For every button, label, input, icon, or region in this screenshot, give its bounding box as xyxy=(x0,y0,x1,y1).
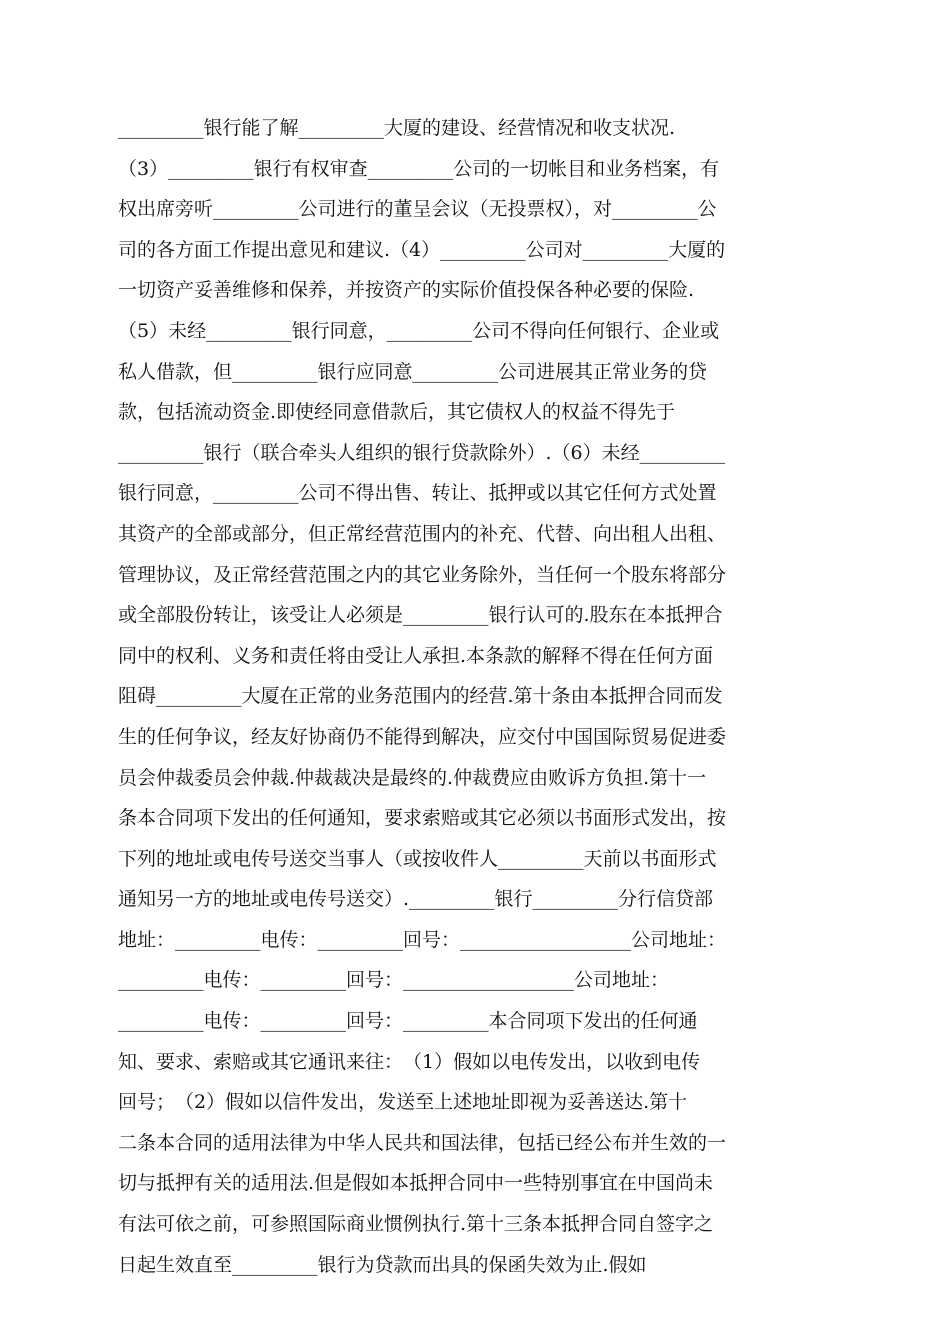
text-line: _________电传：_________回号：_________本合同项下发出的任何通 xyxy=(118,1010,698,1033)
contract-body-text xyxy=(118,108,838,1285)
text-line: 阻碍_________大厦在正常的业务范围内的经营.第十条由本抵押合同而发 xyxy=(118,685,723,708)
text-line: 知、要求、索赔或其它通讯来往： （1）假如以电传发出，以收到电传 xyxy=(118,1050,701,1073)
text-line: _________银行（联合牵头人组织的银行贷款除外）.（6）未经_________ xyxy=(118,441,726,464)
text-line: 地址：_________电传：_________回号：__________________公司地址： xyxy=(118,928,727,951)
text-line: 有法可依之前，可参照国际商业惯例执行.第十三条本抵押合同自签字之 xyxy=(118,1213,714,1236)
text-line: 银行同意，_________公司不得出售、转让、抵押或以其它任何方式处置 xyxy=(118,482,717,505)
text-line: 管理协议，及正常经营范围之内的其它业务除外，当任何一个股东将部分 xyxy=(118,563,727,586)
text-line: 权出席旁听_________公司进行的董呈会议（无投票权），对_________公 xyxy=(118,198,717,221)
text-line: 条本合同项下发出的任何通知，要求索赔或其它必须以书面形式发出，按 xyxy=(118,807,727,830)
text-line: 一切资产妥善维修和保养，并按资产的实际价值投保各种必要的保险. xyxy=(118,279,695,302)
text-line: _________银行能了解_________大厦的建设、经营情况和收支状况. xyxy=(118,117,676,139)
text-line: 下列的地址或电传号送交当事人（或按收件人_________天前以书面形式 xyxy=(118,847,717,870)
text-line: 切与抵押有关的适用法.但是假如本抵押合同中一些特别事宜在中国尚未 xyxy=(118,1172,714,1195)
text-line: 日起生效直至_________银行为贷款而出具的保函失效为止.假如 xyxy=(118,1253,647,1276)
text-line: 款，包括流动资金.即使经同意借款后，其它债权人的权益不得先于 xyxy=(118,401,676,424)
text-line: 员会仲裁委员会仲裁.仲裁裁决是最终的.仲裁费应由败诉方负担.第十一 xyxy=(118,766,707,789)
text-line: 回号； （2）假如以信件发出，发送至上述地址即视为妥善送达.第十 xyxy=(118,1091,688,1114)
text-line: （5）未经_________银行同意，_________公司不得向任何银行、企业或 xyxy=(118,319,720,342)
text-line: _________电传：_________回号：__________________公司地址： xyxy=(118,969,670,992)
text-line: 私人借款，但_________银行应同意_________公司进展其正常业务的贷 xyxy=(118,360,708,383)
text-line: 司的各方面工作提出意见和建议.（4）_________公司对_________大厦的 xyxy=(118,238,726,261)
text-line: 二条本合同的适用法律为中华人民共和国法律，包括已经公布并生效的一 xyxy=(118,1131,727,1154)
text-line: 同中的权利、义务和责任将由受让人承担.本条款的解释不得在任何方面 xyxy=(118,644,714,667)
text-line: 通知另一方的地址或电传号送交）._________银行_________分行信贷部 xyxy=(118,888,714,911)
text-line: 其资产的全部或部分，但正常经营范围内的补充、代替、向出租人出租、 xyxy=(118,522,727,545)
text-line: （3）_________银行有权审查_________公司的一切帐目和业务档案，有 xyxy=(118,157,720,180)
text-line: 或全部股份转让，该受让人必须是_________银行认可的.股东在本抵押合 xyxy=(118,604,723,627)
text-line: 生的任何争议，经友好协商仍不能得到解决，应交付中国国际贸易促进委 xyxy=(118,725,727,748)
